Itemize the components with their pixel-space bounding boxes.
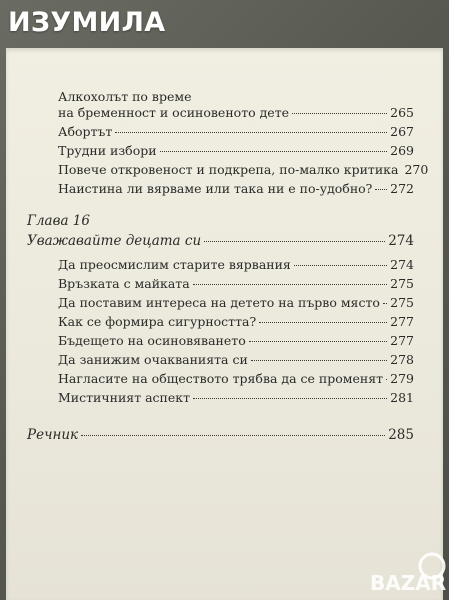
dot-leader — [294, 265, 387, 266]
dot-leader — [193, 284, 387, 285]
toc-entry-page: 275 — [390, 276, 414, 291]
toc-entry — [58, 162, 429, 177]
toc-entry-title: Да преосмислим старите вярвания — [58, 257, 291, 272]
toc-entry-page: 270 — [404, 162, 429, 177]
toc-entry-title: на бременност и осиновеното дете — [58, 105, 290, 120]
dot-leader — [160, 151, 388, 152]
toc-entry-title: Как се формира сигурността? — [58, 314, 257, 329]
dot-leader — [386, 379, 387, 380]
chapter-entry — [27, 234, 414, 249]
bazar-logo-text: BAZAR — [370, 571, 446, 595]
toc-entry-title: Да поставим интереса на детето на първо място — [58, 295, 380, 310]
toc-entry-title: Връзката с майката — [58, 276, 190, 291]
toc-entry-title: Мистичният аспект — [58, 390, 190, 405]
toc-entry-title: Абортът — [58, 124, 113, 139]
toc-entry-title: Трудни избори — [58, 143, 157, 158]
toc-entry — [58, 105, 414, 120]
toc-entry-page: 269 — [390, 143, 414, 158]
glossary-title: Речник — [27, 427, 79, 443]
toc-entry-page: 272 — [390, 181, 414, 196]
dot-leader — [204, 241, 385, 242]
toc-entry — [58, 276, 414, 291]
toc-entry-page: 279 — [390, 371, 414, 386]
toc-entry — [58, 352, 414, 367]
toc-entry-page: 277 — [390, 314, 414, 329]
toc-entry-page: 274 — [390, 257, 414, 272]
toc-entry-title: Наистина ли вярваме или така ни е по-удобно? — [58, 181, 373, 196]
toc-entry — [58, 257, 414, 272]
dot-leader — [251, 360, 387, 361]
toc-entry — [58, 314, 414, 329]
dot-leader — [81, 435, 385, 436]
dot-leader — [193, 398, 387, 399]
toc-entry — [58, 124, 414, 139]
dot-leader — [259, 322, 387, 323]
toc-entry-title: Повече откровеност и подкрепа, по-малко критика — [58, 162, 399, 177]
dot-leader — [292, 113, 387, 114]
dot-leader — [375, 189, 387, 190]
toc-entry — [58, 295, 414, 310]
chapter-label: Глава 16 — [27, 213, 90, 229]
toc-entry — [58, 143, 414, 158]
toc-entry-page: 277 — [390, 333, 414, 348]
toc-entry-page: 278 — [390, 352, 414, 367]
dot-leader — [383, 303, 387, 304]
toc-entry-title-line1: Алкохолът по време — [58, 89, 192, 104]
toc-entry-page: 281 — [390, 390, 414, 405]
dot-leader — [115, 132, 387, 133]
watermark-text: ИЗУМИЛА — [8, 7, 166, 38]
toc-entry-title: Нагласите на обществото трябва да се променят — [58, 371, 384, 386]
chapter-page: 274 — [388, 233, 414, 249]
chapter-title: Уважавайте децата си — [27, 233, 202, 249]
toc-entry-page: 265 — [390, 105, 414, 120]
toc-entry-page: 267 — [390, 124, 414, 139]
glossary-page: 285 — [388, 427, 414, 443]
toc-entry — [58, 390, 414, 405]
toc-entry — [58, 371, 414, 386]
dot-leader — [249, 341, 387, 342]
toc-entry-title: Бъдещето на осиновяването — [58, 333, 246, 348]
toc-entry — [58, 181, 414, 196]
toc-entry-title: Да занижим очакванията си — [58, 352, 248, 367]
glossary-entry — [27, 428, 414, 443]
toc-entry-page: 275 — [390, 295, 414, 310]
toc-entry — [58, 333, 414, 348]
bazar-logo-icon — [370, 550, 446, 596]
